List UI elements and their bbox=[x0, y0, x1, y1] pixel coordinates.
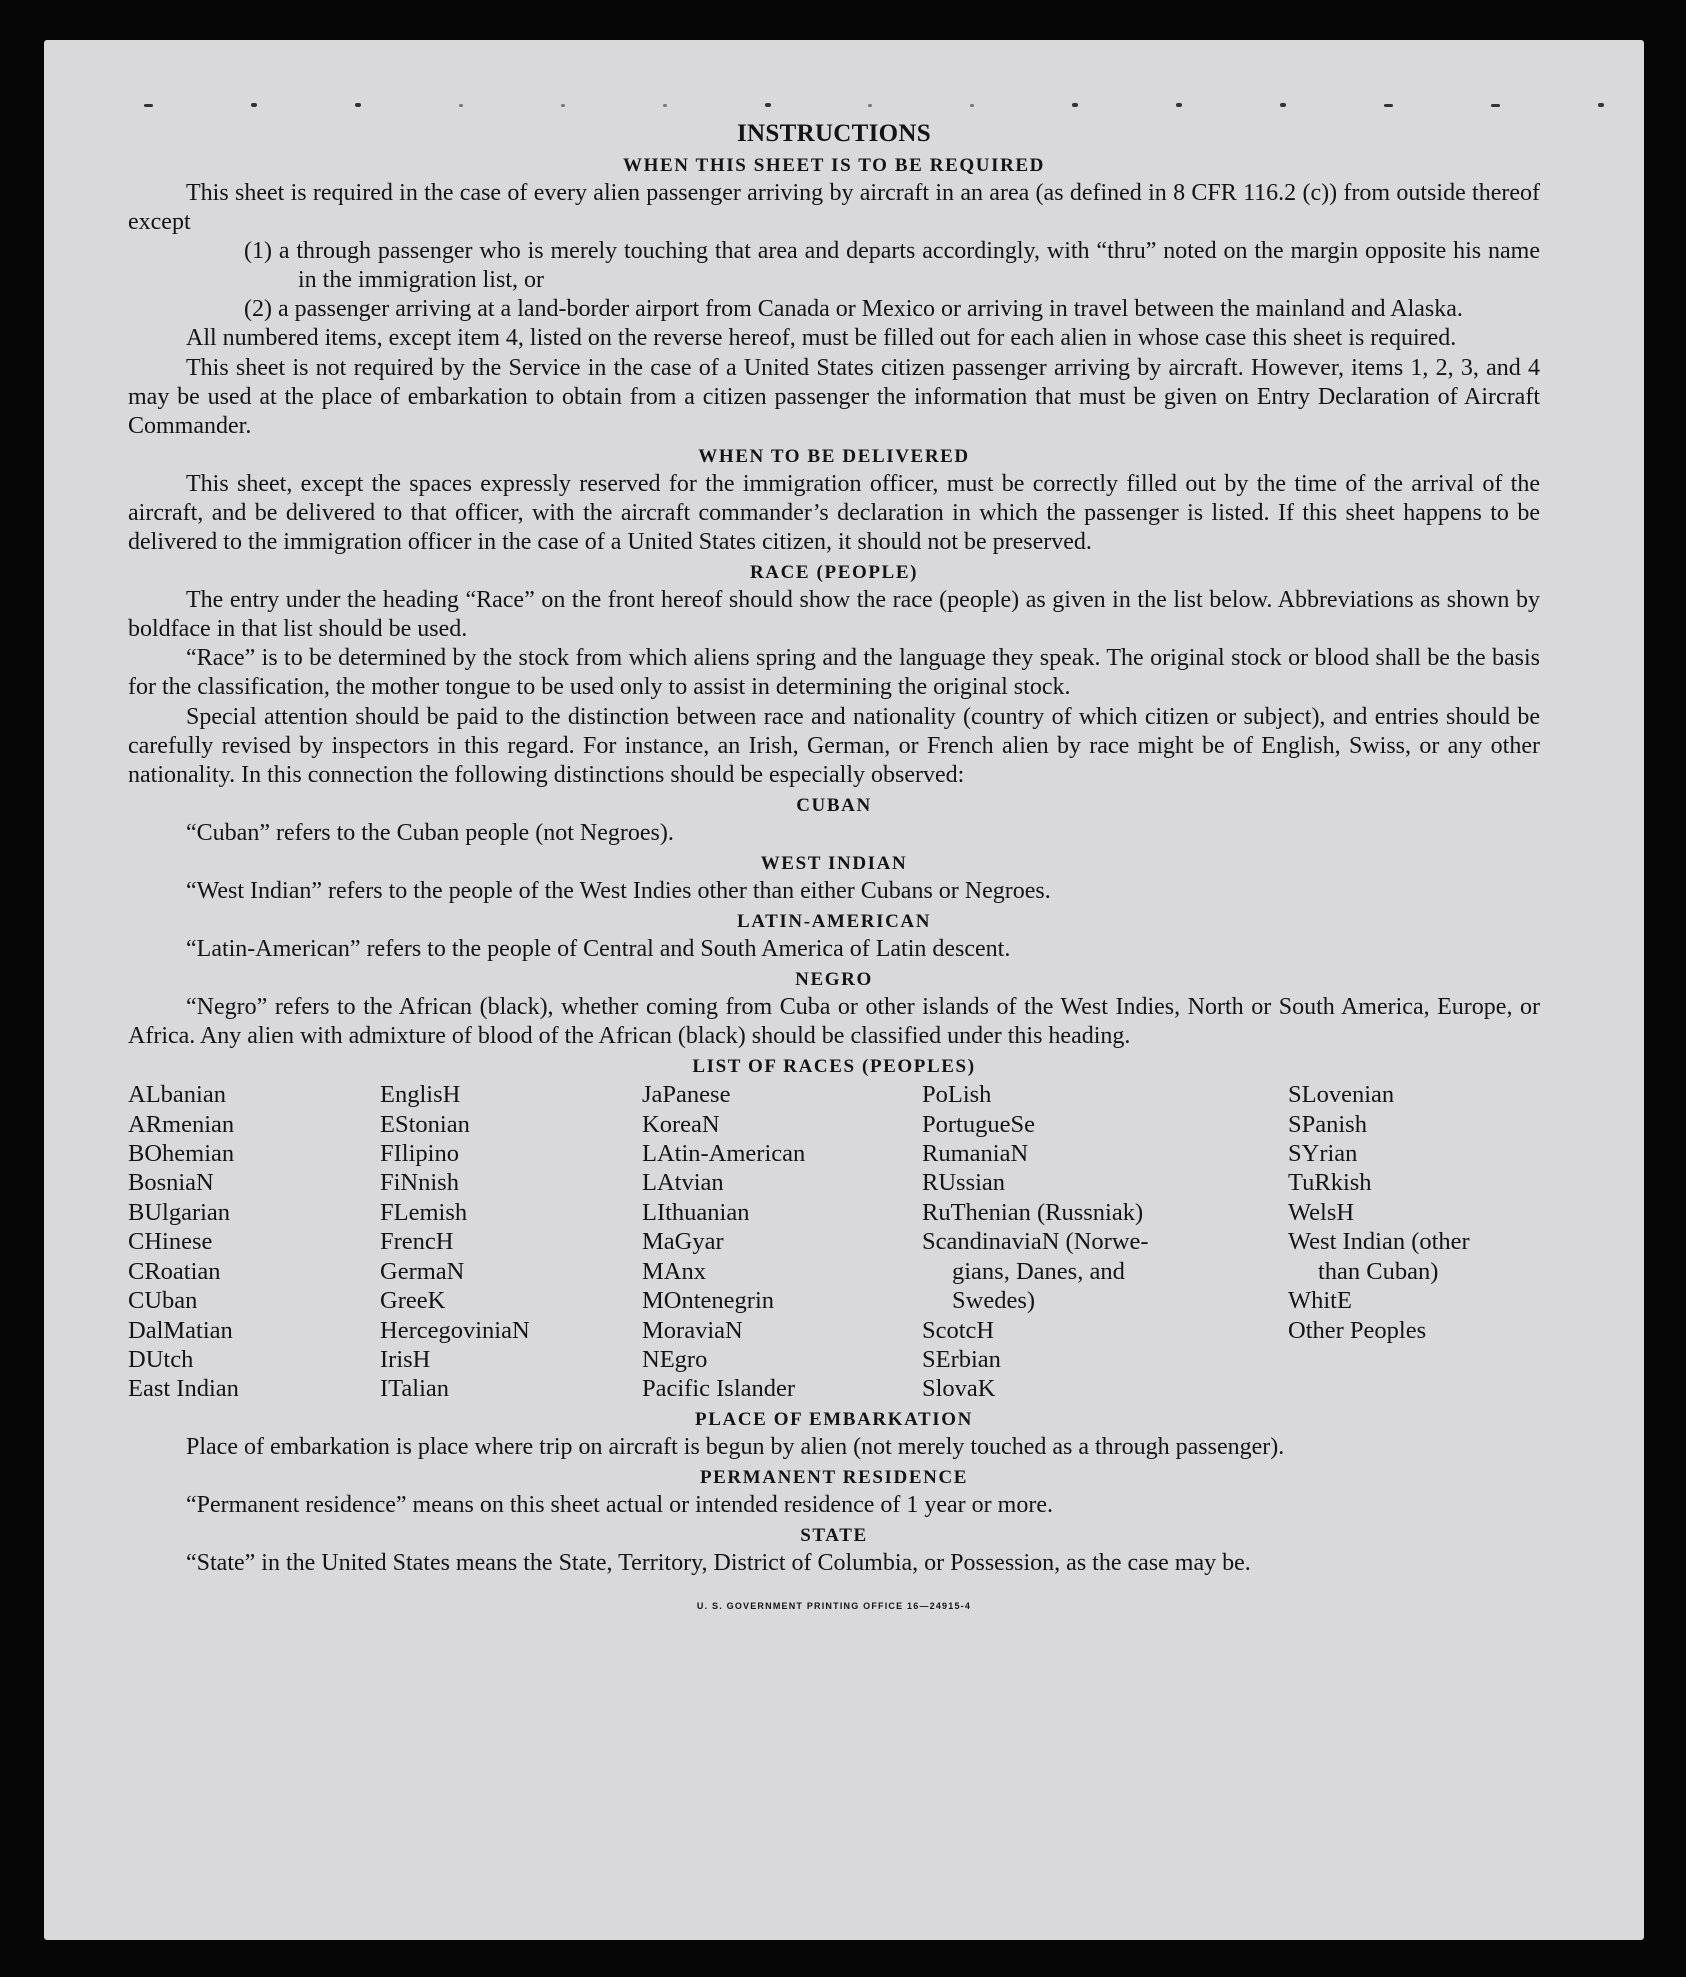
race-entry: NEgro bbox=[642, 1345, 708, 1373]
race-entry: LAtin-American bbox=[642, 1140, 806, 1168]
speck bbox=[1072, 103, 1078, 107]
races-list bbox=[128, 1080, 1540, 1403]
race-entry: SErbian bbox=[922, 1345, 1001, 1373]
races-column-2 bbox=[380, 1080, 642, 1403]
races-column-4 bbox=[922, 1080, 1288, 1403]
race-entry: LIthuanian bbox=[642, 1198, 750, 1226]
races-column-3 bbox=[642, 1080, 922, 1403]
speck bbox=[251, 103, 257, 107]
race-entry: WelsH bbox=[1288, 1198, 1355, 1226]
exception-item-2: (2) a passenger arriving at a land-border airport from Canada or Mexico or arriving in travel between the mainland and Alaska. bbox=[244, 296, 1463, 323]
paragraph: “Latin-American” refers to the people of Central and South America of Latin descent. bbox=[186, 935, 1011, 962]
race-entry: CHinese bbox=[128, 1228, 213, 1256]
heading-when-required: WHEN THIS SHEET IS TO BE REQUIRED bbox=[622, 155, 1046, 176]
race-entry: West Indian (other bbox=[1288, 1228, 1470, 1256]
speck bbox=[868, 104, 872, 107]
race-entry: FLemish bbox=[380, 1198, 468, 1226]
races-column-5 bbox=[1288, 1080, 1540, 1403]
race-entry: Other Peoples bbox=[1288, 1316, 1427, 1344]
race-entry: IrisH bbox=[380, 1345, 431, 1373]
heading-race: RACE (PEOPLE) bbox=[749, 562, 919, 584]
speck bbox=[561, 104, 565, 107]
paragraph: This sheet is required in the case of every alien passenger arriving by aircraft in an area (as defined in 8 CFR 116.2 (c)) from outside thereof except bbox=[128, 180, 1540, 236]
race-entry: FIlipino bbox=[380, 1140, 459, 1168]
paragraph: This sheet is not required by the Service in the case of a United States citizen passenger arriving by aircraft. However, items 1, 2, 3, and 4 may be used at the place of embarkation to obtain from a citizen passenger the information that must be given on Entry Declaration of Aircraft Commander. bbox=[128, 354, 1540, 439]
heading-cuban: CUBAN bbox=[796, 794, 872, 816]
speck bbox=[765, 103, 771, 107]
race-entry: JaPanese bbox=[642, 1081, 731, 1109]
race-entry: MOntenegrin bbox=[642, 1287, 774, 1315]
race-entry: FiNnish bbox=[380, 1169, 459, 1197]
heading-state: STATE bbox=[800, 1524, 868, 1546]
race-entry: BOhemian bbox=[128, 1140, 235, 1168]
print-specks bbox=[144, 95, 1604, 115]
heading-list-of-races: LIST OF RACES (PEOPLES) bbox=[692, 1056, 976, 1078]
speck bbox=[1176, 103, 1182, 107]
race-entry: MAnx bbox=[642, 1257, 706, 1285]
race-entry: ITalian bbox=[380, 1375, 450, 1403]
race-entry: MaGyar bbox=[642, 1228, 724, 1256]
race-entry: SlovaK bbox=[922, 1375, 996, 1403]
exception-item-1: (1) a through passenger who is merely touching that area and departs accordingly, with “thru” noted on the margin opposite his name in the immigration list, or bbox=[244, 238, 1540, 294]
races-column-1 bbox=[128, 1080, 380, 1403]
race-entry: FrencH bbox=[380, 1228, 454, 1256]
race-entry: SYrian bbox=[1288, 1140, 1358, 1168]
race-entry: ScandinaviaN (Norwe- bbox=[922, 1228, 1149, 1256]
race-entry: RumaniaN bbox=[922, 1140, 1029, 1168]
race-entry: KoreaN bbox=[642, 1110, 720, 1138]
race-entry: East Indian bbox=[128, 1375, 239, 1403]
speck bbox=[355, 103, 361, 107]
race-entry: DUtch bbox=[128, 1345, 194, 1373]
speck bbox=[1280, 103, 1286, 107]
race-entry: CUban bbox=[128, 1287, 198, 1315]
page-title: INSTRUCTIONS bbox=[737, 120, 931, 147]
race-entry: GermaN bbox=[380, 1257, 465, 1285]
speck bbox=[459, 104, 463, 107]
heading-when-delivered: WHEN TO BE DELIVERED bbox=[698, 445, 970, 467]
race-entry: WhitE bbox=[1288, 1287, 1352, 1315]
race-entry: than Cuban) bbox=[1318, 1257, 1439, 1285]
race-entry: MoraviaN bbox=[642, 1316, 743, 1344]
speck bbox=[1598, 103, 1604, 107]
race-entry: gians, Danes, and bbox=[952, 1257, 1125, 1285]
race-entry: RUssian bbox=[922, 1169, 1006, 1197]
paragraph: “Permanent residence” means on this sheet actual or intended residence of 1 year or more. bbox=[186, 1491, 1053, 1518]
race-entry: SPanish bbox=[1288, 1110, 1367, 1138]
race-entry: CRoatian bbox=[128, 1257, 221, 1285]
heading-embarkation: PLACE OF EMBARKATION bbox=[695, 1408, 973, 1430]
paragraph: All numbered items, except item 4, listed on the reverse hereof, must be filled out for each alien in whose case this sheet is required. bbox=[186, 325, 1457, 352]
race-entry: ALbanian bbox=[128, 1081, 226, 1109]
race-entry: BosniaN bbox=[128, 1169, 214, 1197]
printing-office-footer: U. S. GOVERNMENT PRINTING OFFICE 16—24915-4 bbox=[696, 1601, 972, 1611]
document-sheet bbox=[44, 40, 1644, 1940]
race-entry: EStonian bbox=[380, 1110, 470, 1138]
paragraph: “State” in the United States means the State, Territory, District of Columbia, or Possession, as the case may be. bbox=[186, 1549, 1251, 1576]
speck bbox=[144, 104, 153, 107]
paragraph: “Cuban” refers to the Cuban people (not Negroes). bbox=[186, 819, 674, 846]
race-entry: DalMatian bbox=[128, 1316, 233, 1344]
race-entry: LAtvian bbox=[642, 1169, 724, 1197]
paragraph: Place of embarkation is place where trip on aircraft is begun by alien (not merely touched as a through passenger). bbox=[186, 1433, 1285, 1460]
race-entry: BUlgarian bbox=[128, 1198, 231, 1226]
race-entry: PortugueSe bbox=[922, 1110, 1035, 1138]
paragraph: “Race” is to be determined by the stock from which aliens spring and the language they speak. The original stock or blood shall be the basis for the classification, the mother tongue to be used only to assist in determining the original stock. bbox=[128, 645, 1540, 701]
paragraph: This sheet, except the spaces expressly reserved for the immigration officer, must be correctly filled out by the time of the arrival of the aircraft, and be delivered to that officer, with the aircraft commander’s declaration in which the passenger is listed. If this sheet happens to be delivered to the immigration officer in the case of a United States citizen, it should not be preserved. bbox=[128, 470, 1540, 556]
race-entry: ScotcH bbox=[922, 1316, 995, 1344]
instructions-content bbox=[128, 118, 1540, 1621]
race-entry: EnglisH bbox=[380, 1081, 461, 1109]
speck bbox=[663, 104, 667, 107]
paragraph: “West Indian” refers to the people of the West Indies other than either Cubans or Negroes. bbox=[186, 877, 1051, 904]
paragraph: The entry under the heading “Race” on the front hereof should show the race (people) as given in the list below. Abbreviations as shown by boldface in that list should be used. bbox=[128, 587, 1540, 643]
race-entry: PoLish bbox=[922, 1081, 992, 1109]
paragraph: “Negro” refers to the African (black), whether coming from Cuba or other islands of the West Indies, North or South America, Europe, or Africa. Any alien with admixture of blood of the African (black) should be classified under this heading. bbox=[128, 994, 1540, 1050]
heading-permanent-residence: PERMANENT RESIDENCE bbox=[699, 1466, 969, 1488]
race-entry: HercegoviniaN bbox=[380, 1316, 530, 1344]
speck bbox=[1491, 104, 1500, 107]
speck bbox=[1384, 104, 1393, 107]
heading-negro: NEGRO bbox=[795, 969, 873, 991]
race-entry: GreeK bbox=[380, 1287, 446, 1315]
race-entry: RuThenian (Russniak) bbox=[922, 1198, 1144, 1226]
speck bbox=[970, 104, 974, 107]
race-entry: Swedes) bbox=[952, 1287, 1036, 1315]
paragraph: Special attention should be paid to the distinction between race and nationality (country of which citizen or subject), and entries should be carefully revised by inspectors in this regard. For instance, an Irish, German, or French alien by race might be of English, Swiss, or any other nationality. In this connection the following distinctions should be especially observed: bbox=[128, 703, 1540, 788]
heading-latin-american: LATIN-AMERICAN bbox=[736, 910, 932, 932]
heading-west-indian: WEST INDIAN bbox=[760, 852, 908, 874]
race-entry: TuRkish bbox=[1288, 1169, 1372, 1197]
race-entry: ARmenian bbox=[128, 1110, 235, 1138]
race-entry: SLovenian bbox=[1288, 1081, 1395, 1109]
race-entry: Pacific Islander bbox=[642, 1375, 796, 1403]
